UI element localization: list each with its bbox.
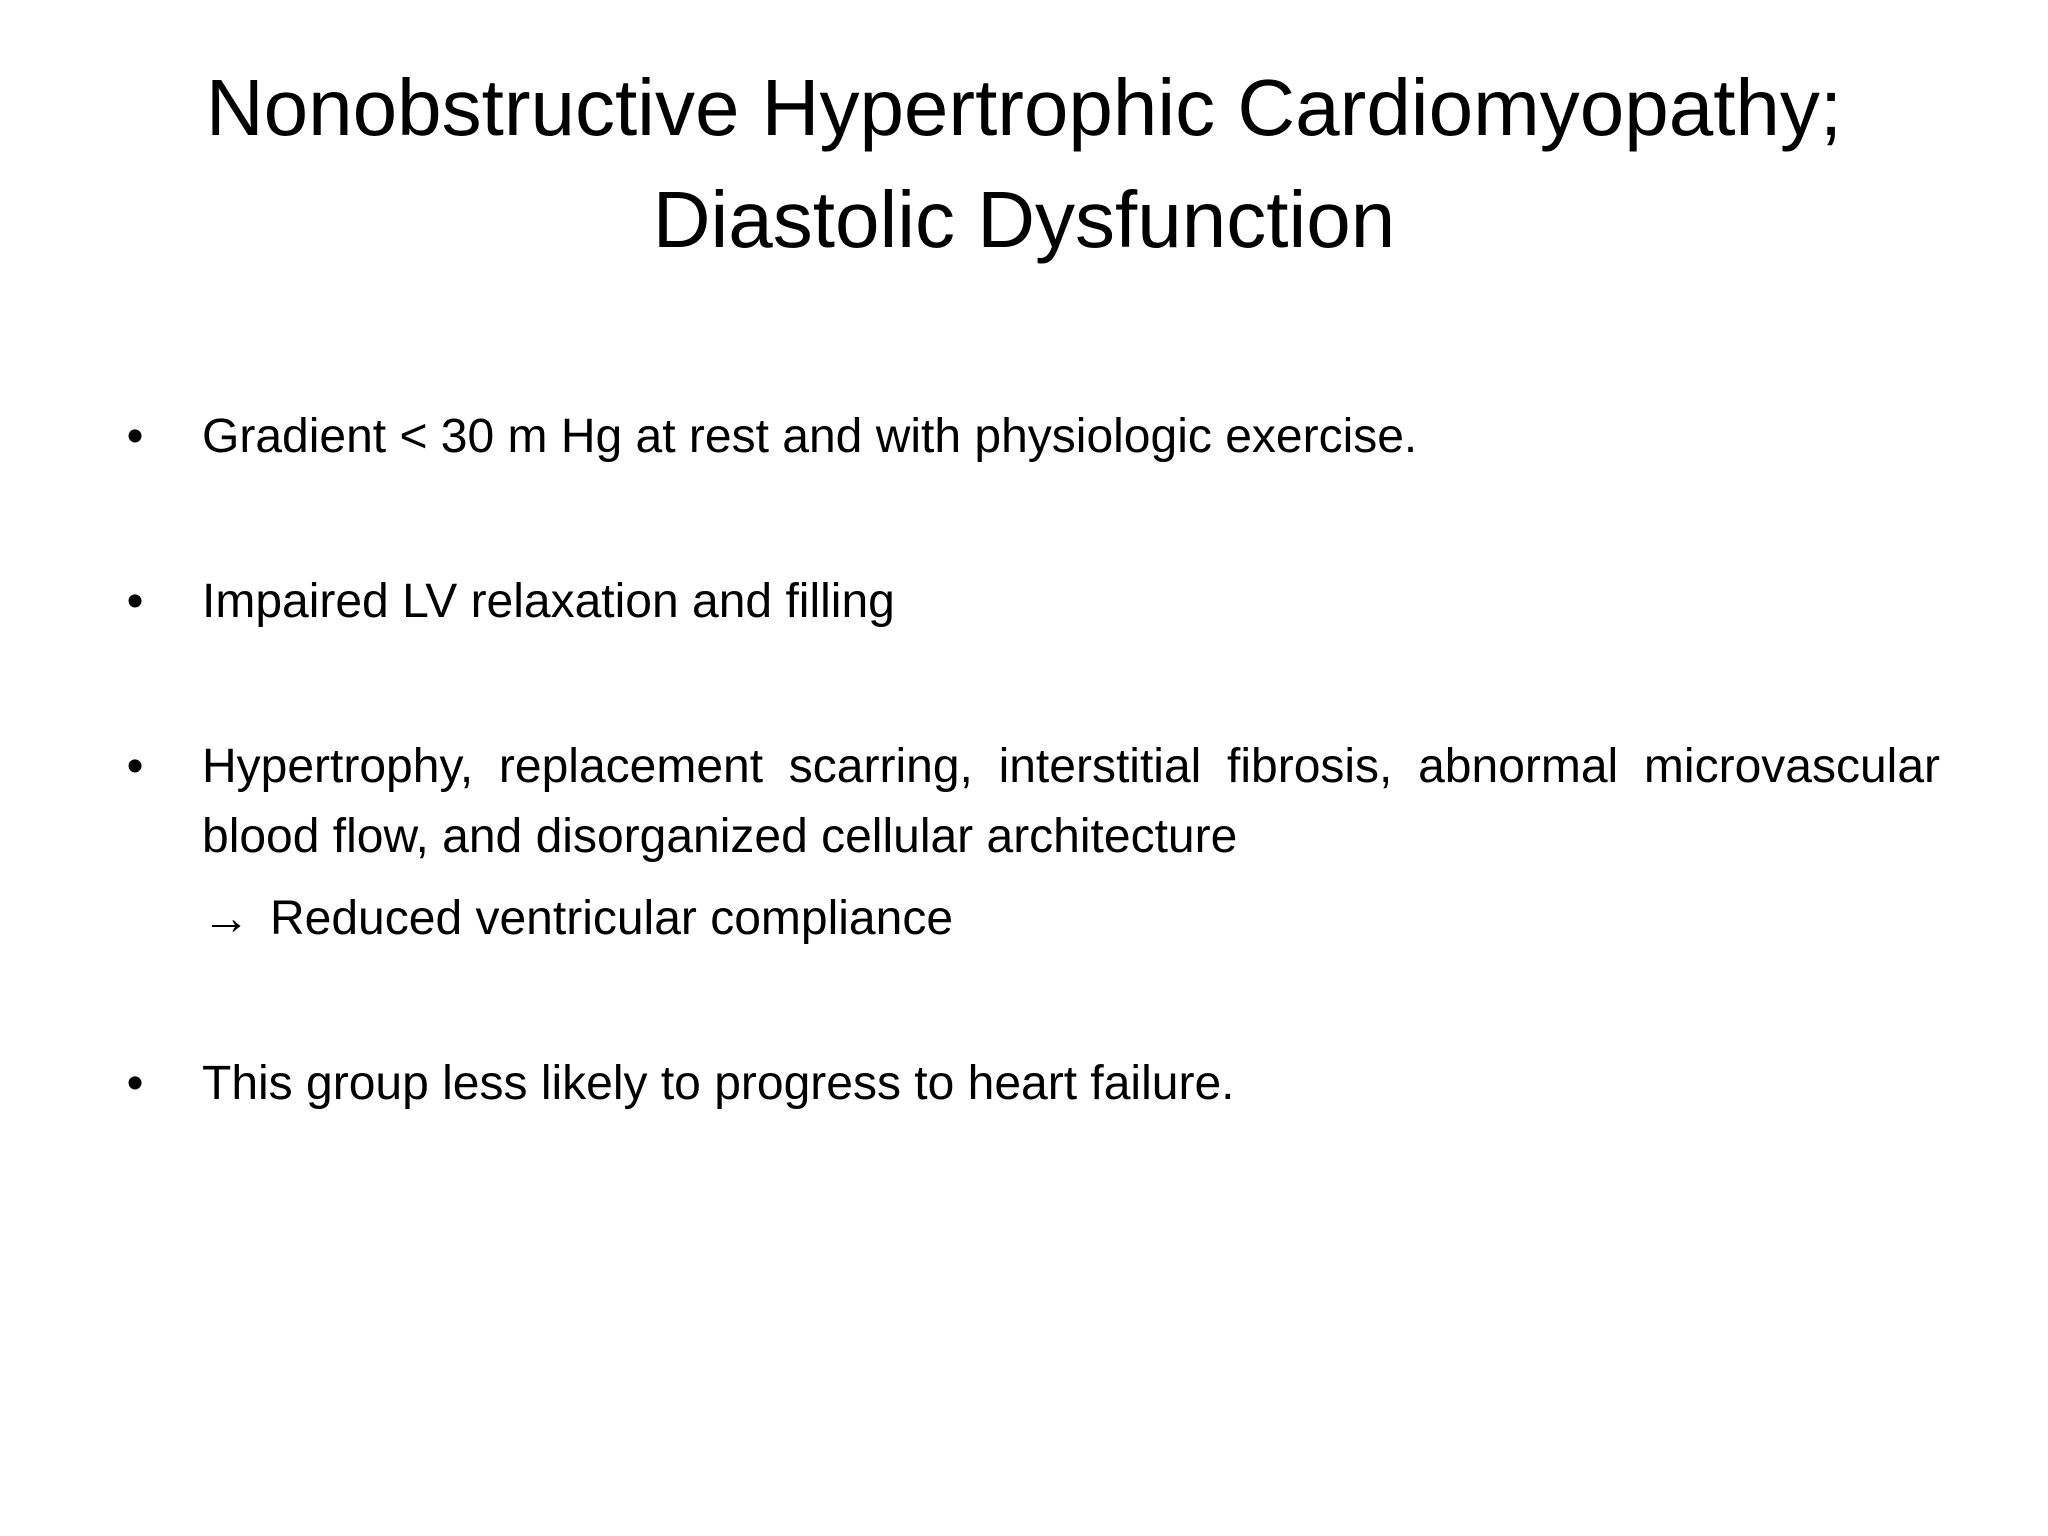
bullet-item-hypertrophy [120,732,1940,954]
bullet-text: Gradient < 30 m Hg at rest and with physiologic exercise. [202,410,1418,463]
right-arrow-icon: → [202,892,250,945]
bullet-icon: • [126,575,144,628]
slide-title [110,52,1938,276]
bullet-icon: • [126,740,144,793]
bullet-text: This group less likely to progress to heart failure. [202,1057,1235,1110]
bullet-item-impaired-relaxation [120,567,1940,637]
arrow-subline [202,884,1940,954]
bullet-item-heart-failure [120,1049,1940,1119]
title-line-1: Nonobstructive Hypertrophic Cardiomyopathy; [205,63,1843,152]
bullet-text: Hypertrophy, replacement scarring, interstitial fibrosis, abnormal microvascular blood flow, and disorganized cellular architecture [202,740,1940,863]
arrow-text: Reduced ventricular compliance [270,892,954,945]
title-line-2: Diastolic Dysfunction [652,175,1396,264]
bullet-icon: • [126,1057,144,1110]
bullet-icon: • [126,410,144,463]
bullet-list [120,402,1940,1119]
bullet-text: Impaired LV relaxation and filling [202,575,895,628]
bullet-item-gradient [120,402,1940,472]
